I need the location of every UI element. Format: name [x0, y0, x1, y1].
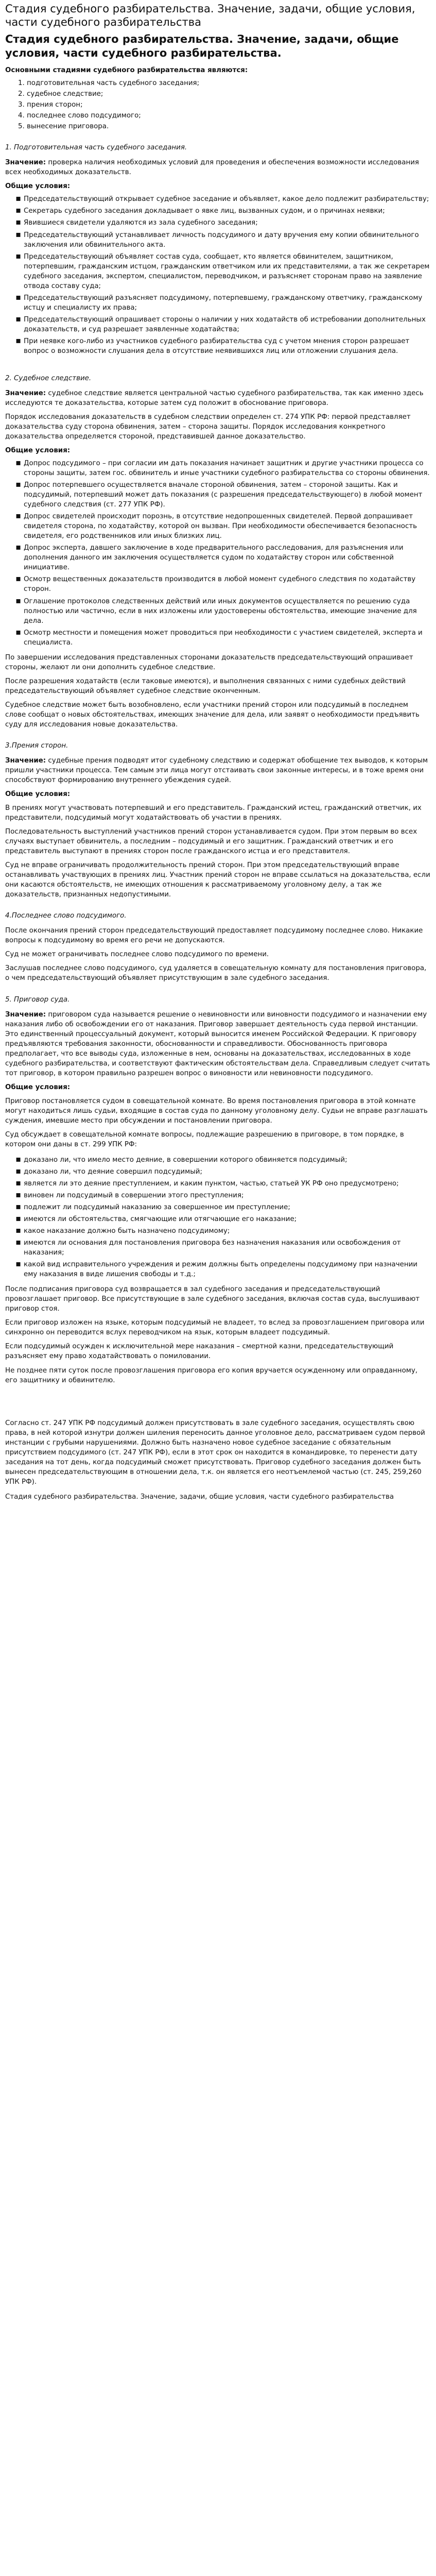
list-item: • Допрос потерпевшего осуществляется вначале стороной обвинения, затем – стороной защиты. Как и подсудимый, потерпевший может дать показания (с разрешения председательствующего) в любой момент судебного следствия (ст. 277 УПК РФ).: [24, 479, 431, 510]
footer-title: Стадия судебного разбирательства. Значение, задачи, общие условия, части судебного разбирательства: [5, 1493, 394, 1501]
section-4-para: Суд не может ограничивать последнее слово подсудимого по времени.: [5, 951, 269, 959]
list-item: • Допрос эксперта, давшего заключение в ходе предварительного расследования, для разъяснения или дополнения данного им заключения осуществляется судом по ходатайству сторон или собственной инициативе.: [24, 541, 431, 572]
section-1-title: 1. Подготовительная часть судебного заседания.: [5, 144, 187, 152]
list-item: • подлежит ли подсудимый наказанию за совершенное им преступление;: [24, 1201, 431, 1212]
list-item: • имеются ли основания для постановления приговора без назначения наказания или освобождения от наказания;: [24, 1236, 431, 1258]
stage-item: 2. судебное следствие;: [27, 89, 431, 99]
list-item: • Осмотр вещественных доказательств производится в любой момент судебного следствия по ходатайству сторон.: [24, 573, 431, 594]
list-item: • Осмотр местности и помещения может проводиться при необходимости с участием свидетелей, эксперта и специалиста.: [24, 626, 431, 648]
section-2-general-label: Общие условия:: [5, 447, 71, 455]
list-item: • доказано ли, что деяние совершил подсудимый;: [24, 1165, 431, 1177]
section-5-questions: [5, 1154, 431, 1279]
section-5-general-label: Общие условия:: [5, 1083, 71, 1091]
list-item: • имеются ли обстоятельства, смягчающие или отягчающие его наказание;: [24, 1213, 431, 1224]
list-item: • Председательствующий разъясняет подсудимому, потерпевшему, гражданскому ответчику, гражданскому истцу и специалисту их права;: [24, 292, 431, 313]
stages-list: [21, 78, 431, 131]
list-item: • Явившиеся свидетели удаляются из зала судебного заседания;: [24, 216, 431, 228]
section-2-meaning: Значение: судебное следствие является центральной частью судебного разбирательства, так как именно здесь исследуются те доказательства, которые затем суд положит в обоснование приговора.: [5, 389, 424, 407]
section-5-after-para: Если приговор изложен на языке, которым подсудимый не владеет, то вслед за провозглашением приговора или синхронно он переводится вслух переводчиком на язык, которым владеет подсудимый.: [5, 1319, 425, 1337]
stage-item: 1. подготовительная часть судебного заседания;: [27, 78, 431, 88]
list-item: • Председательствующий открывает судебное заседание и объявляет, какое дело подлежит разбирательству;: [24, 193, 431, 204]
section-3-general-label: Общие условия:: [5, 790, 71, 798]
section-5-para: Приговор постановляется судом в совещательной комнате. Во время постановления приговора в этой комнате могут находиться лишь судьи, входящие в состав суда по данному уголовному делу. Судьи не вправе разглашать суждения, имевшие место при обсуждении и постановлении приговора.: [5, 1097, 428, 1125]
stage-item: 4. последнее слово подсудимого;: [27, 111, 431, 121]
stages-intro: Основными стадиями судебного разбирательства являются:: [5, 66, 248, 75]
section-5-title: 5. Приговор суда.: [5, 995, 70, 1004]
list-item: • Допрос подсудимого – при согласии им дать показания начинает защитник и другие участники процесса со стороны защиты, затем гос. обвинитель и иные участники судебного разбирательства со стороны обвинения.: [24, 457, 431, 478]
section-5-after-para: Если подсудимый осужден к исключительной мере наказания – смертной казни, председательствующий разъясняет ему право ходатайствовать о помиловании.: [5, 1343, 394, 1361]
section-2-points: [5, 457, 431, 648]
section-1-meaning: Значение: проверка наличия необходимых условий для проведения и обеспечения возможности исследования всех необходимых доказательств.: [5, 159, 419, 177]
list-item: • Допрос свидетелей происходит порознь, в отсутствие недопрошенных свидетелей. Первой допрашивает свидетеля сторона, по ходатайству, которой он вызван. При необходимости обеспечивается безопасность свидетеля, его родственников или иных близких лиц.: [24, 510, 431, 541]
section-1-general-label: Общие условия:: [5, 182, 71, 191]
closing-para: Согласно ст. 247 УПК РФ подсудимый должен присутствовать в зале судебного заседания, осуществлять свою права, в ней которой изнутри должен шиления переносить данное уголовное дело, рассматриваем судом первой инстанции с грубыми нарушениями. Должно быть назначено новое судебное заседание с обязательным присутствием подсудимого (ст. 247 УПК РФ), если в этот срок он находится в командировке, то перенести дату заседания на тот день, когда подсудимый сможет присутствовать. Приговор судебного заседания должен быть вынесен председательствующим в отношении дела, т.к. он является его неотъемлемой частью (ст. 245, 259,260 УПК РФ).: [5, 1419, 425, 1486]
stage-item: 3. прения сторон;: [27, 100, 431, 110]
section-2-after-para: После разрешения ходатайств (если таковые имеются), и выполнения связанных с ними судебных действий председательствующий объявляет судебное следствие оконченным.: [5, 677, 406, 695]
page-title: Стадия судебного разбирательства. Значение, задачи, общие условия, части судебного разбирательства: [5, 3, 415, 29]
section-3-para: В прениях могут участвовать потерпевший и его представитель. Гражданский истец, гражданский ответчик, их представители, подсудимый могут ходатайствовать об участии в прениях.: [5, 804, 422, 822]
section-2-para: Порядок исследования доказательств в судебном следствии определен ст. 274 УПК РФ: первой представляет доказательства суду сторона обвинения, затем – сторона защиты. Порядок исследования конкретного доказательства определяется стороной, представившей данное доказательство.: [5, 413, 411, 441]
list-item: • Председательствующий объявляет состав суда, сообщает, кто является обвинителем, защитником, потерпевшим, гражданским истцом, гражданским ответчиком или их представителями, а так же секретарем судебного заседания, экспертом, специалистом, переводчиком, и разъясняет сторонам право на заявление отвода составу суда;: [24, 250, 431, 291]
list-item: • является ли это деяние преступлением, и каким пунктом, частью, статьей УК РФ оно предусмотрено;: [24, 1177, 431, 1189]
section-3-meaning: Значение: судебные прения подводят итог судебному следствию и содержат обобщение тех выводов, к которым пришли участники процесса. Тем самым эти лица могут отстаивать свои законные интересы, и в тоже время они способствуют формированию внутреннего убеждения судей.: [5, 756, 428, 784]
section-2-title: 2. Судебное следствие.: [5, 374, 92, 382]
spacer: [5, 1389, 431, 1414]
section-3-title: 3.Прения сторон.: [5, 741, 68, 750]
list-item: • При неявке кого-либо из участников судебного разбирательства суд с учетом мнения сторон разрешает вопрос о возможности слушания дела в отсутствие неявившихся лиц или отложении слушания дела.: [24, 335, 431, 356]
section-4-para: После окончания прений сторон председательствующий предоставляет подсудимому последнее слово. Никакие вопросы к подсудимому во время его речи не допускаются.: [5, 927, 423, 945]
section-5-after-para: После подписания приговора суд возвращается в зал судебного заседания и председательствующий провозглашает приговор. Все присутствующие в зале судебного заседания, включая состав суда, выслушивают приговор стоя.: [5, 1285, 420, 1313]
list-item: • какой вид исправительного учреждения и режим должны быть определены подсудимому при назначении ему наказания в виде лишения свободы и т.д.;: [24, 1258, 431, 1279]
section-2-after-para: По завершении исследования представленных сторонами доказательств председательствующий опрашивает стороны, желают ли они дополнить судебное следствие.: [5, 653, 413, 671]
list-item: • какое наказание должно быть назначено подсудимому;: [24, 1225, 431, 1236]
list-item: • доказано ли, что имело место деяние, в совершении которого обвиняется подсудимый;: [24, 1154, 431, 1165]
section-3-para: Последовательность выступлений участников прений сторон устанавливается судом. При этом первым во всех случаях выступает обвинитель, а последним – подсудимый и его защитник. Гражданский ответчик и его представитель выступают в прениях сторон после гражданского истца и его представителя.: [5, 828, 417, 856]
section-5-para: Суд обсуждает в совещательной комнате вопросы, подлежащие разрешению в приговоре, в том порядке, в котором они даны в ст. 299 УПК РФ:: [5, 1130, 404, 1148]
section-3-para: Суд не вправе ограничивать продолжительность прений сторон. При этом председательствующий вправе останавливать участвующих в прениях лиц. Участник прений сторон не вправе ссылаться на доказательства, если они касаются обстоятельств, не имеющих отношения к рассматриваемому уголовному делу, а так же доказательств, признанных недопустимыми.: [5, 861, 430, 899]
list-item: • Председательствующий опрашивает стороны о наличии у них ходатайств об истребовании дополнительных доказательств, и суд разрешает заявленные ходатайства;: [24, 313, 431, 334]
list-item: • Оглашение протоколов следственных действий или иных документов осуществляется по решению суда полностью или частично, если в них изложены или удостоверены обстоятельства, имеющие значение для дела.: [24, 595, 431, 626]
list-item: • виновен ли подсудимый в совершении этого преступления;: [24, 1189, 431, 1200]
list-item: • Председательствующий устанавливает личность подсудимого и дату вручения ему копии обвинительного заключения или обвинительного акта.: [24, 229, 431, 250]
list-item: • Секретарь судебного заседания докладывает о явке лиц, вызванных судом, и о причинах неявки;: [24, 205, 431, 216]
main-heading: Стадия судебного разбирательства. Значение, задачи, общие условия, части судебного разбирательства.: [5, 32, 399, 59]
section-5-meaning: Значение: приговором суда называется решение о невиновности или виновности подсудимого и назначении ему наказания либо об освобождении его от наказания. Приговор завершает деятельность суда первой инстанции. Это единственный процессуальный документ, который выносится именем Российской Федерации. К приговору предъявляются требования законности, обоснованности и справедливости. Обоснованность приговора предполагает, что все выводы суда, изложенные в нем, основаны на доказательствах, исследованных в ходе судебного разбирательства, и соответствуют фактическим обстоятельствам дела. Справедливым следует считать тот приговор, в котором правильно разрешен вопрос о виновности или невиновности подсудимого.: [5, 1010, 430, 1077]
stage-item: 5. вынесение приговора.: [27, 122, 431, 131]
section-5-after-para: Не позднее пяти суток после провозглашения приговора его копия вручается осужденному или оправданному, его защитнику и обвинителю.: [5, 1366, 418, 1384]
section-4-para: Заслушав последнее слово подсудимого, суд удаляется в совещательную комнату для постановления приговора, о чем председательствующий объявляет присутствующим в зале судебного заседания.: [5, 964, 427, 982]
section-2-after-para: Судебное следствие может быть возобновлено, если участники прений сторон или подсудимый в последнем слове сообщат о новых обстоятельствах, имеющих значение для дела, или заявят о необходимости предъявить суду для исследования новые доказательства.: [5, 701, 420, 728]
section-1-points: [5, 193, 431, 355]
section-4-title: 4.Последнее слово подсудимого.: [5, 912, 127, 920]
